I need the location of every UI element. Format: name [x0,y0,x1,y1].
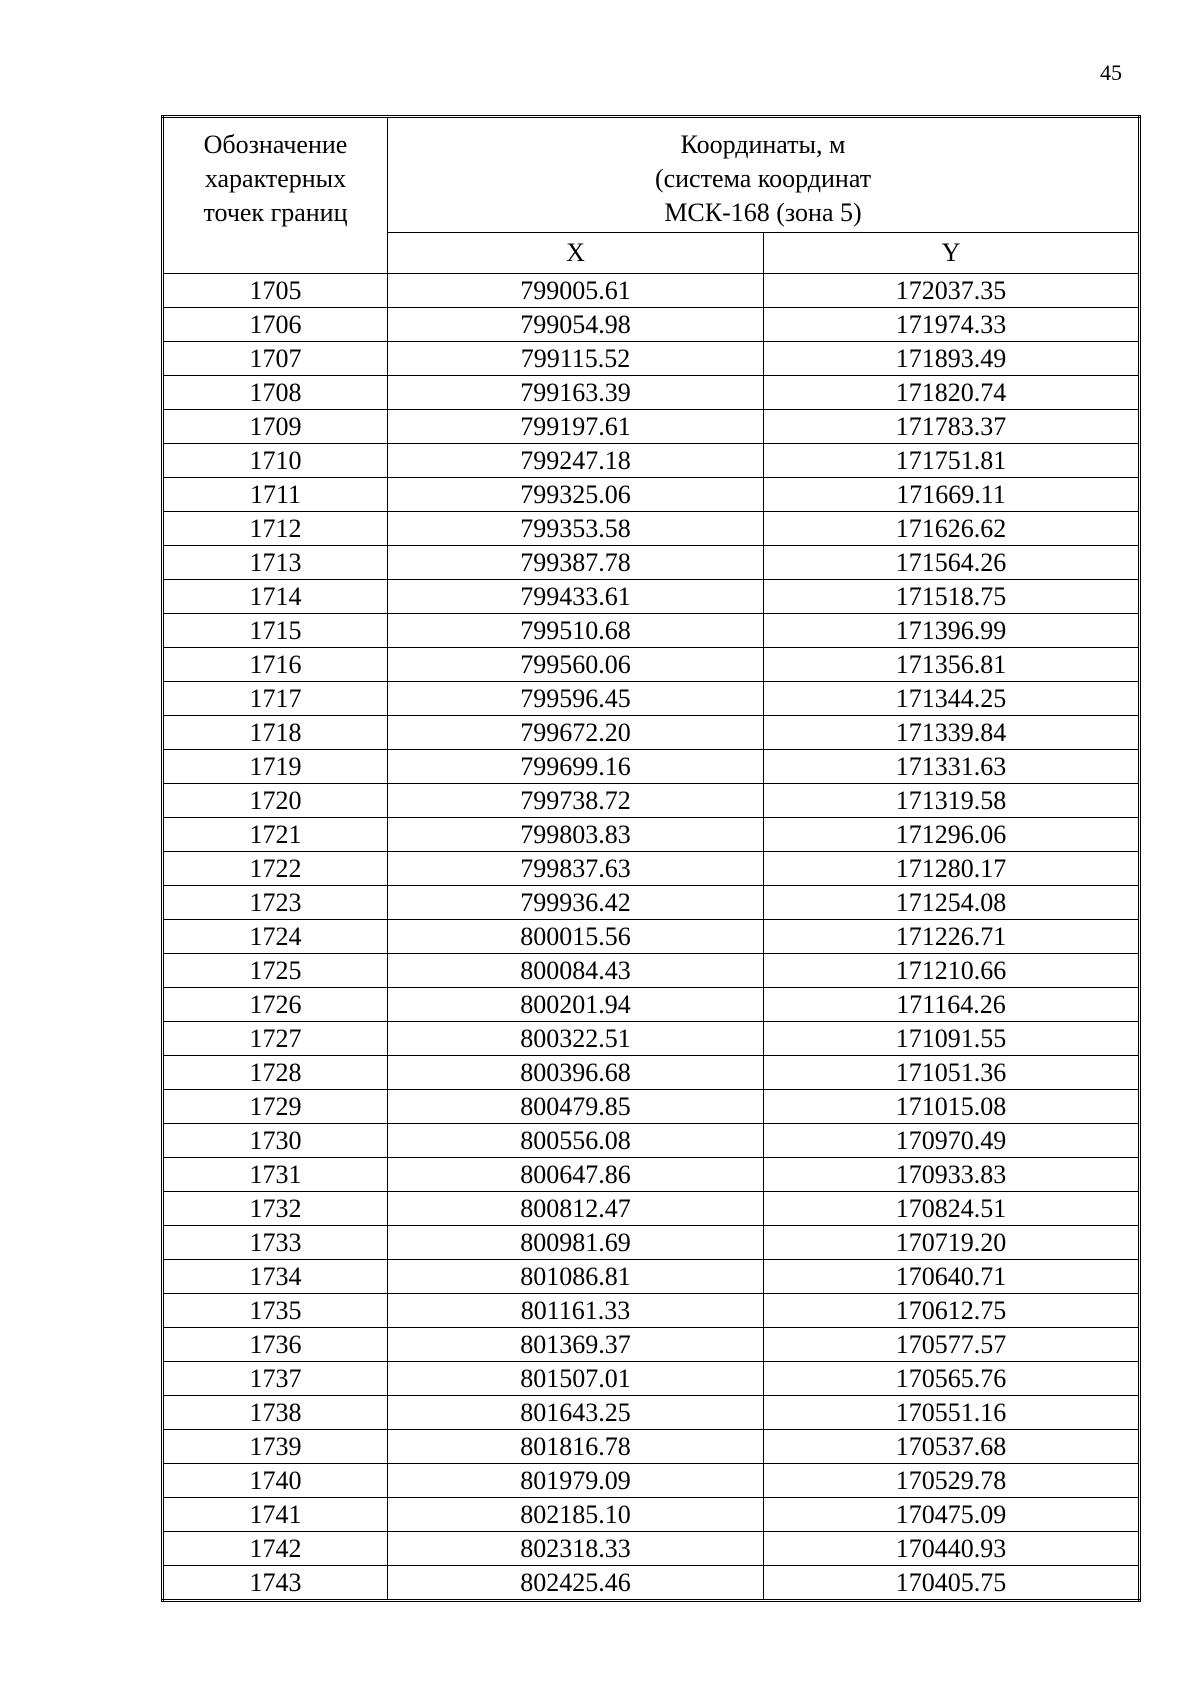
table-row [163,478,1140,512]
cell-y: 171051.36 [764,1056,1140,1090]
cell-x: 800647.86 [388,1158,764,1192]
cell-point: 1740 [163,1464,388,1498]
cell-point: 1723 [163,886,388,920]
table-row [163,410,1140,444]
cell-x: 802425.46 [388,1566,764,1601]
cell-x: 800479.85 [388,1090,764,1124]
header-point-line: характерных [204,164,347,193]
cell-x: 799936.42 [388,886,764,920]
cell-x: 801643.25 [388,1396,764,1430]
cell-point: 1736 [163,1328,388,1362]
cell-point: 1728 [163,1056,388,1090]
table-row [163,1124,1140,1158]
cell-x: 799005.61 [388,274,764,308]
table-row [163,648,1140,682]
cell-point: 1712 [163,512,388,546]
cell-y: 172037.35 [764,274,1140,308]
cell-x: 799596.45 [388,682,764,716]
cell-y: 171296.06 [764,818,1140,852]
table-row [163,546,1140,580]
cell-x: 799163.39 [388,376,764,410]
cell-y: 171564.26 [764,546,1140,580]
cell-y: 170640.71 [764,1260,1140,1294]
table-row [163,886,1140,920]
cell-y: 170577.57 [764,1328,1140,1362]
table-row [163,512,1140,546]
cell-point: 1707 [163,342,388,376]
cell-y: 171226.71 [764,920,1140,954]
header-x: X [388,233,764,274]
table-row [163,852,1140,886]
table-row [163,954,1140,988]
cell-x: 801086.81 [388,1260,764,1294]
cell-point: 1711 [163,478,388,512]
cell-x: 801507.01 [388,1362,764,1396]
header-coords-line: Координаты, м [680,130,846,159]
cell-x: 799115.52 [388,342,764,376]
cell-x: 800981.69 [388,1226,764,1260]
cell-x: 800556.08 [388,1124,764,1158]
cell-y: 170565.76 [764,1362,1140,1396]
cell-y: 170970.49 [764,1124,1140,1158]
header-coords-line: МСК-168 (зона 5) [664,198,862,227]
table-row [163,308,1140,342]
header-point-line: точек границ [203,198,348,227]
table-row [163,376,1140,410]
cell-point: 1710 [163,444,388,478]
table-row [163,818,1140,852]
cell-y: 170551.16 [764,1396,1140,1430]
cell-point: 1705 [163,274,388,308]
cell-y: 170537.68 [764,1430,1140,1464]
cell-x: 800201.94 [388,988,764,1022]
cell-y: 170612.75 [764,1294,1140,1328]
cell-point: 1735 [163,1294,388,1328]
cell-x: 799803.83 [388,818,764,852]
cell-x: 799325.06 [388,478,764,512]
cell-point: 1722 [163,852,388,886]
cell-y: 171783.37 [764,410,1140,444]
cell-y: 171344.25 [764,682,1140,716]
cell-x: 799054.98 [388,308,764,342]
table-row [163,444,1140,478]
cell-point: 1727 [163,1022,388,1056]
cell-x: 799387.78 [388,546,764,580]
header-y: Y [764,233,1140,274]
table-row [163,342,1140,376]
cell-y: 170933.83 [764,1158,1140,1192]
cell-point: 1713 [163,546,388,580]
cell-x: 800015.56 [388,920,764,954]
cell-x: 799510.68 [388,614,764,648]
cell-point: 1732 [163,1192,388,1226]
cell-y: 171210.66 [764,954,1140,988]
cell-point: 1729 [163,1090,388,1124]
table-row [163,1192,1140,1226]
page-number: 45 [1100,60,1122,85]
cell-y: 170824.51 [764,1192,1140,1226]
table-row [163,1260,1140,1294]
table-row [163,1328,1140,1362]
cell-x: 802318.33 [388,1532,764,1566]
cell-y: 171280.17 [764,852,1140,886]
cell-point: 1734 [163,1260,388,1294]
cell-x: 799197.61 [388,410,764,444]
cell-x: 799699.16 [388,750,764,784]
cell-y: 171626.62 [764,512,1140,546]
coordinates-table [161,115,1141,1602]
cell-point: 1720 [163,784,388,818]
cell-y: 170719.20 [764,1226,1140,1260]
cell-y: 171164.26 [764,988,1140,1022]
cell-point: 1738 [163,1396,388,1430]
cell-point: 1733 [163,1226,388,1260]
header-point-line: Обозначение [203,130,348,159]
cell-x: 799433.61 [388,580,764,614]
table-row [163,1226,1140,1260]
cell-point: 1706 [163,308,388,342]
cell-y: 171820.74 [764,376,1140,410]
cell-y: 171091.55 [764,1022,1140,1056]
cell-point: 1721 [163,818,388,852]
cell-point: 1737 [163,1362,388,1396]
table-row [163,614,1140,648]
cell-point: 1726 [163,988,388,1022]
table-row [163,1498,1140,1532]
cell-point: 1742 [163,1532,388,1566]
cell-point: 1719 [163,750,388,784]
cell-y: 170529.78 [764,1464,1140,1498]
table-row [163,1362,1140,1396]
header-coordinates [388,117,1140,233]
cell-point: 1739 [163,1430,388,1464]
cell-y: 170440.93 [764,1532,1140,1566]
cell-x: 801161.33 [388,1294,764,1328]
cell-point: 1743 [163,1566,388,1601]
cell-point: 1730 [163,1124,388,1158]
cell-x: 801979.09 [388,1464,764,1498]
table-row [163,920,1140,954]
cell-x: 801369.37 [388,1328,764,1362]
table-row [163,682,1140,716]
cell-x: 801816.78 [388,1430,764,1464]
cell-point: 1725 [163,954,388,988]
table-row [163,1022,1140,1056]
cell-y: 171331.63 [764,750,1140,784]
table-row [163,274,1140,308]
cell-y: 171254.08 [764,886,1140,920]
cell-x: 799353.58 [388,512,764,546]
table-row [163,1396,1140,1430]
cell-y: 171356.81 [764,648,1140,682]
cell-y: 171319.58 [764,784,1140,818]
table-row [163,1464,1140,1498]
table-row [163,1056,1140,1090]
table-row [163,1430,1140,1464]
table-row [163,1532,1140,1566]
cell-y: 171893.49 [764,342,1140,376]
cell-y: 171396.99 [764,614,1140,648]
cell-x: 800812.47 [388,1192,764,1226]
header-coords-line: (система координат [654,164,872,193]
header-point-designation [163,117,388,274]
cell-x: 800084.43 [388,954,764,988]
cell-x: 799672.20 [388,716,764,750]
cell-x: 799738.72 [388,784,764,818]
table-row [163,1158,1140,1192]
cell-point: 1714 [163,580,388,614]
cell-y: 171015.08 [764,1090,1140,1124]
cell-point: 1731 [163,1158,388,1192]
cell-point: 1709 [163,410,388,444]
table-row [163,988,1140,1022]
cell-point: 1717 [163,682,388,716]
cell-point: 1708 [163,376,388,410]
cell-point: 1741 [163,1498,388,1532]
cell-y: 170405.75 [764,1566,1140,1601]
cell-x: 799247.18 [388,444,764,478]
cell-x: 800322.51 [388,1022,764,1056]
cell-x: 799560.06 [388,648,764,682]
table-row [163,716,1140,750]
table-row [163,784,1140,818]
table-row [163,750,1140,784]
cell-y: 171339.84 [764,716,1140,750]
table-body [163,274,1140,1601]
table-row [163,580,1140,614]
table-row [163,1566,1140,1601]
table-row [163,1090,1140,1124]
cell-point: 1718 [163,716,388,750]
cell-point: 1724 [163,920,388,954]
cell-x: 802185.10 [388,1498,764,1532]
table-row [163,1294,1140,1328]
cell-y: 170475.09 [764,1498,1140,1532]
cell-point: 1716 [163,648,388,682]
cell-y: 171669.11 [764,478,1140,512]
cell-y: 171751.81 [764,444,1140,478]
cell-x: 799837.63 [388,852,764,886]
cell-y: 171518.75 [764,580,1140,614]
cell-y: 171974.33 [764,308,1140,342]
cell-x: 800396.68 [388,1056,764,1090]
cell-point: 1715 [163,614,388,648]
